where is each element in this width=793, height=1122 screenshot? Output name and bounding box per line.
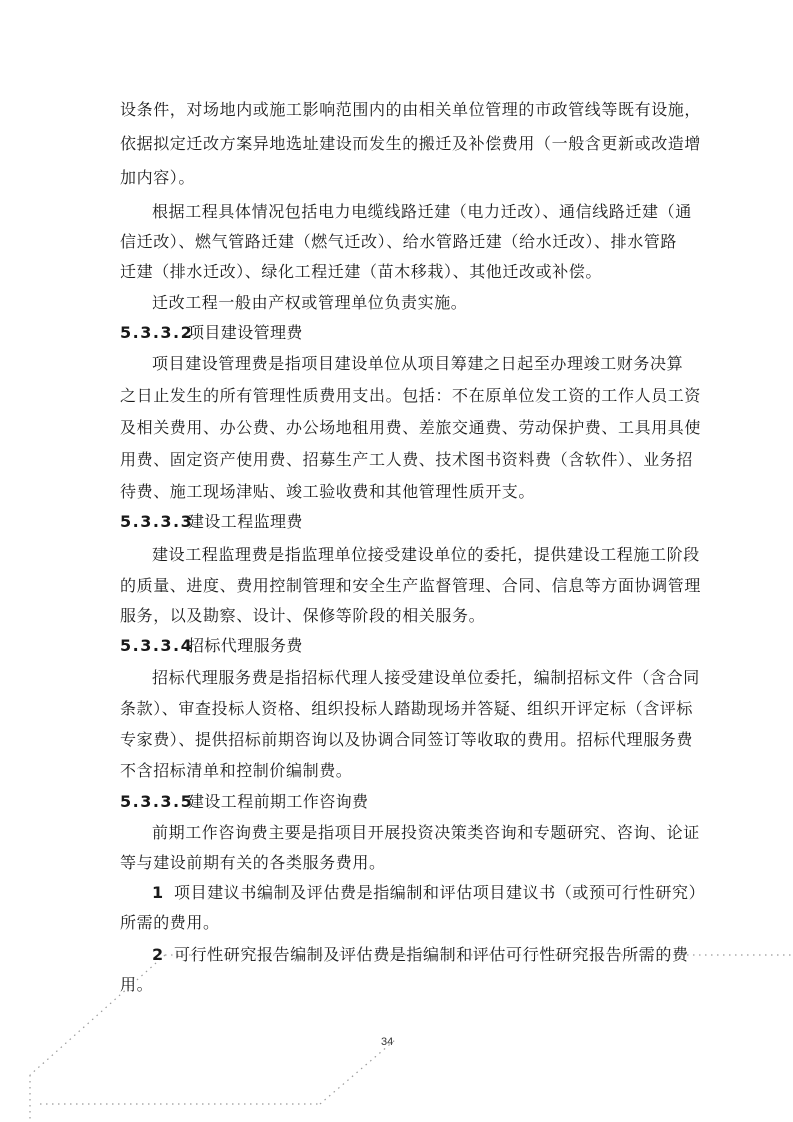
body-text-line: 加内容）。 — [120, 168, 196, 187]
body-text-line: 项目建设管理费是指项目建设单位从项目筹建之日起至办理竣工财务决算 — [152, 354, 684, 373]
section-title: 项目建设管理费 — [188, 323, 303, 342]
numbered-item-1 — [152, 883, 706, 903]
body-text-line: 用。 — [120, 975, 154, 994]
body-text-line: 等与建设前期有关的各类服务费用。 — [120, 853, 386, 872]
section-title: 建设工程前期工作咨询费 — [188, 792, 369, 811]
body-text-line: 待费、施工现场津贴、竣工验收费和其他管理性质开支。 — [120, 482, 536, 501]
body-text-line: 所需的费用。 — [120, 913, 220, 932]
body-text-line: 专家费）、提供招标前期咨询以及协调合同签订等收取的费用。招标代理服务费 — [120, 730, 694, 749]
body-text-line: 信迁改）、燃气管路迁建（燃气迁改）、给水管路迁建（给水迁改）、排水管路 — [120, 232, 678, 251]
section-number: 5.3.3.5 — [120, 792, 194, 811]
body-text-line: 的质量、进度、费用控制管理和安全生产监督管理、合同、信息等方面协调管理 — [120, 576, 702, 595]
item-text: 项目建议书编制及评估费是指编制和评估项目建议书（或预可行性研究） — [174, 883, 706, 902]
section-heading-5-3-3-3 — [120, 512, 303, 532]
section-title: 招标代理服务费 — [188, 636, 303, 655]
body-text-line: 建设工程监理费是指监理单位接受建设单位的委托，提供建设工程施工阶段 — [152, 545, 700, 564]
section-number: 5.3.3.4 — [120, 636, 194, 655]
section-number: 5.3.3.2 — [120, 323, 194, 342]
body-text-line: 迁建（排水迁改）、绿化工程迁建（苗木移栽）、其他迁改或补偿。 — [120, 262, 603, 281]
section-heading-5-3-3-2 — [120, 323, 303, 343]
body-text-line: 根据工程具体情况包括电力电缆线路迁建（电力迁改）、通信线路迁建（通 — [152, 202, 692, 221]
section-number: 5.3.3.3 — [120, 512, 194, 531]
body-text-line: 前期工作咨询费主要是指项目开展投资决策类咨询和专题研究、咨询、论证 — [152, 823, 700, 842]
body-text-line: 条款）、审查投标人资格、组织投标人踏勘现场并答疑、组织开评定标（含评标 — [120, 699, 694, 718]
body-text-line: 之日止发生的所有管理性质费用支出。包括：不在原单位发工资的工作人员工资 — [120, 386, 702, 405]
item-number: 1 — [152, 883, 164, 902]
section-heading-5-3-3-4 — [120, 636, 303, 656]
body-text-line: 用费、固定资产使用费、招募生产工人费、技术图书资料费（含软件）、业务招 — [120, 450, 694, 469]
section-title: 建设工程监理费 — [188, 512, 303, 531]
item-number: 2 — [152, 945, 164, 964]
item-text: 可行性研究报告编制及评估费是指编制和评估可行性研究报告所需的费 — [174, 945, 689, 964]
section-heading-5-3-3-5 — [120, 792, 368, 812]
page-number: 34 — [381, 1036, 394, 1048]
body-text-line: 及相关费用、办公费、办公场地租用费、差旅交通费、劳动保护费、工具用具使 — [120, 418, 702, 437]
body-text-line: 设条件，对场地内或施工影响范围内的由相关单位管理的市政管线等既有设施， — [120, 100, 702, 119]
body-text-line: 招标代理服务费是指招标代理人接受建设单位委托，编制招标文件（含合同 — [152, 668, 700, 687]
body-text-line: 依据拟定迁改方案异地选址建设而发生的搬迁及补偿费用（一般含更新或改造增 — [120, 134, 702, 153]
body-text-line: 迁改工程一般由产权或管理单位负责实施。 — [152, 293, 468, 312]
body-text-line: 服务，以及勘察、设计、保修等阶段的相关服务。 — [120, 606, 486, 625]
body-text-line: 不含招标清单和控制价编制费。 — [120, 761, 353, 780]
numbered-item-2 — [152, 945, 689, 965]
